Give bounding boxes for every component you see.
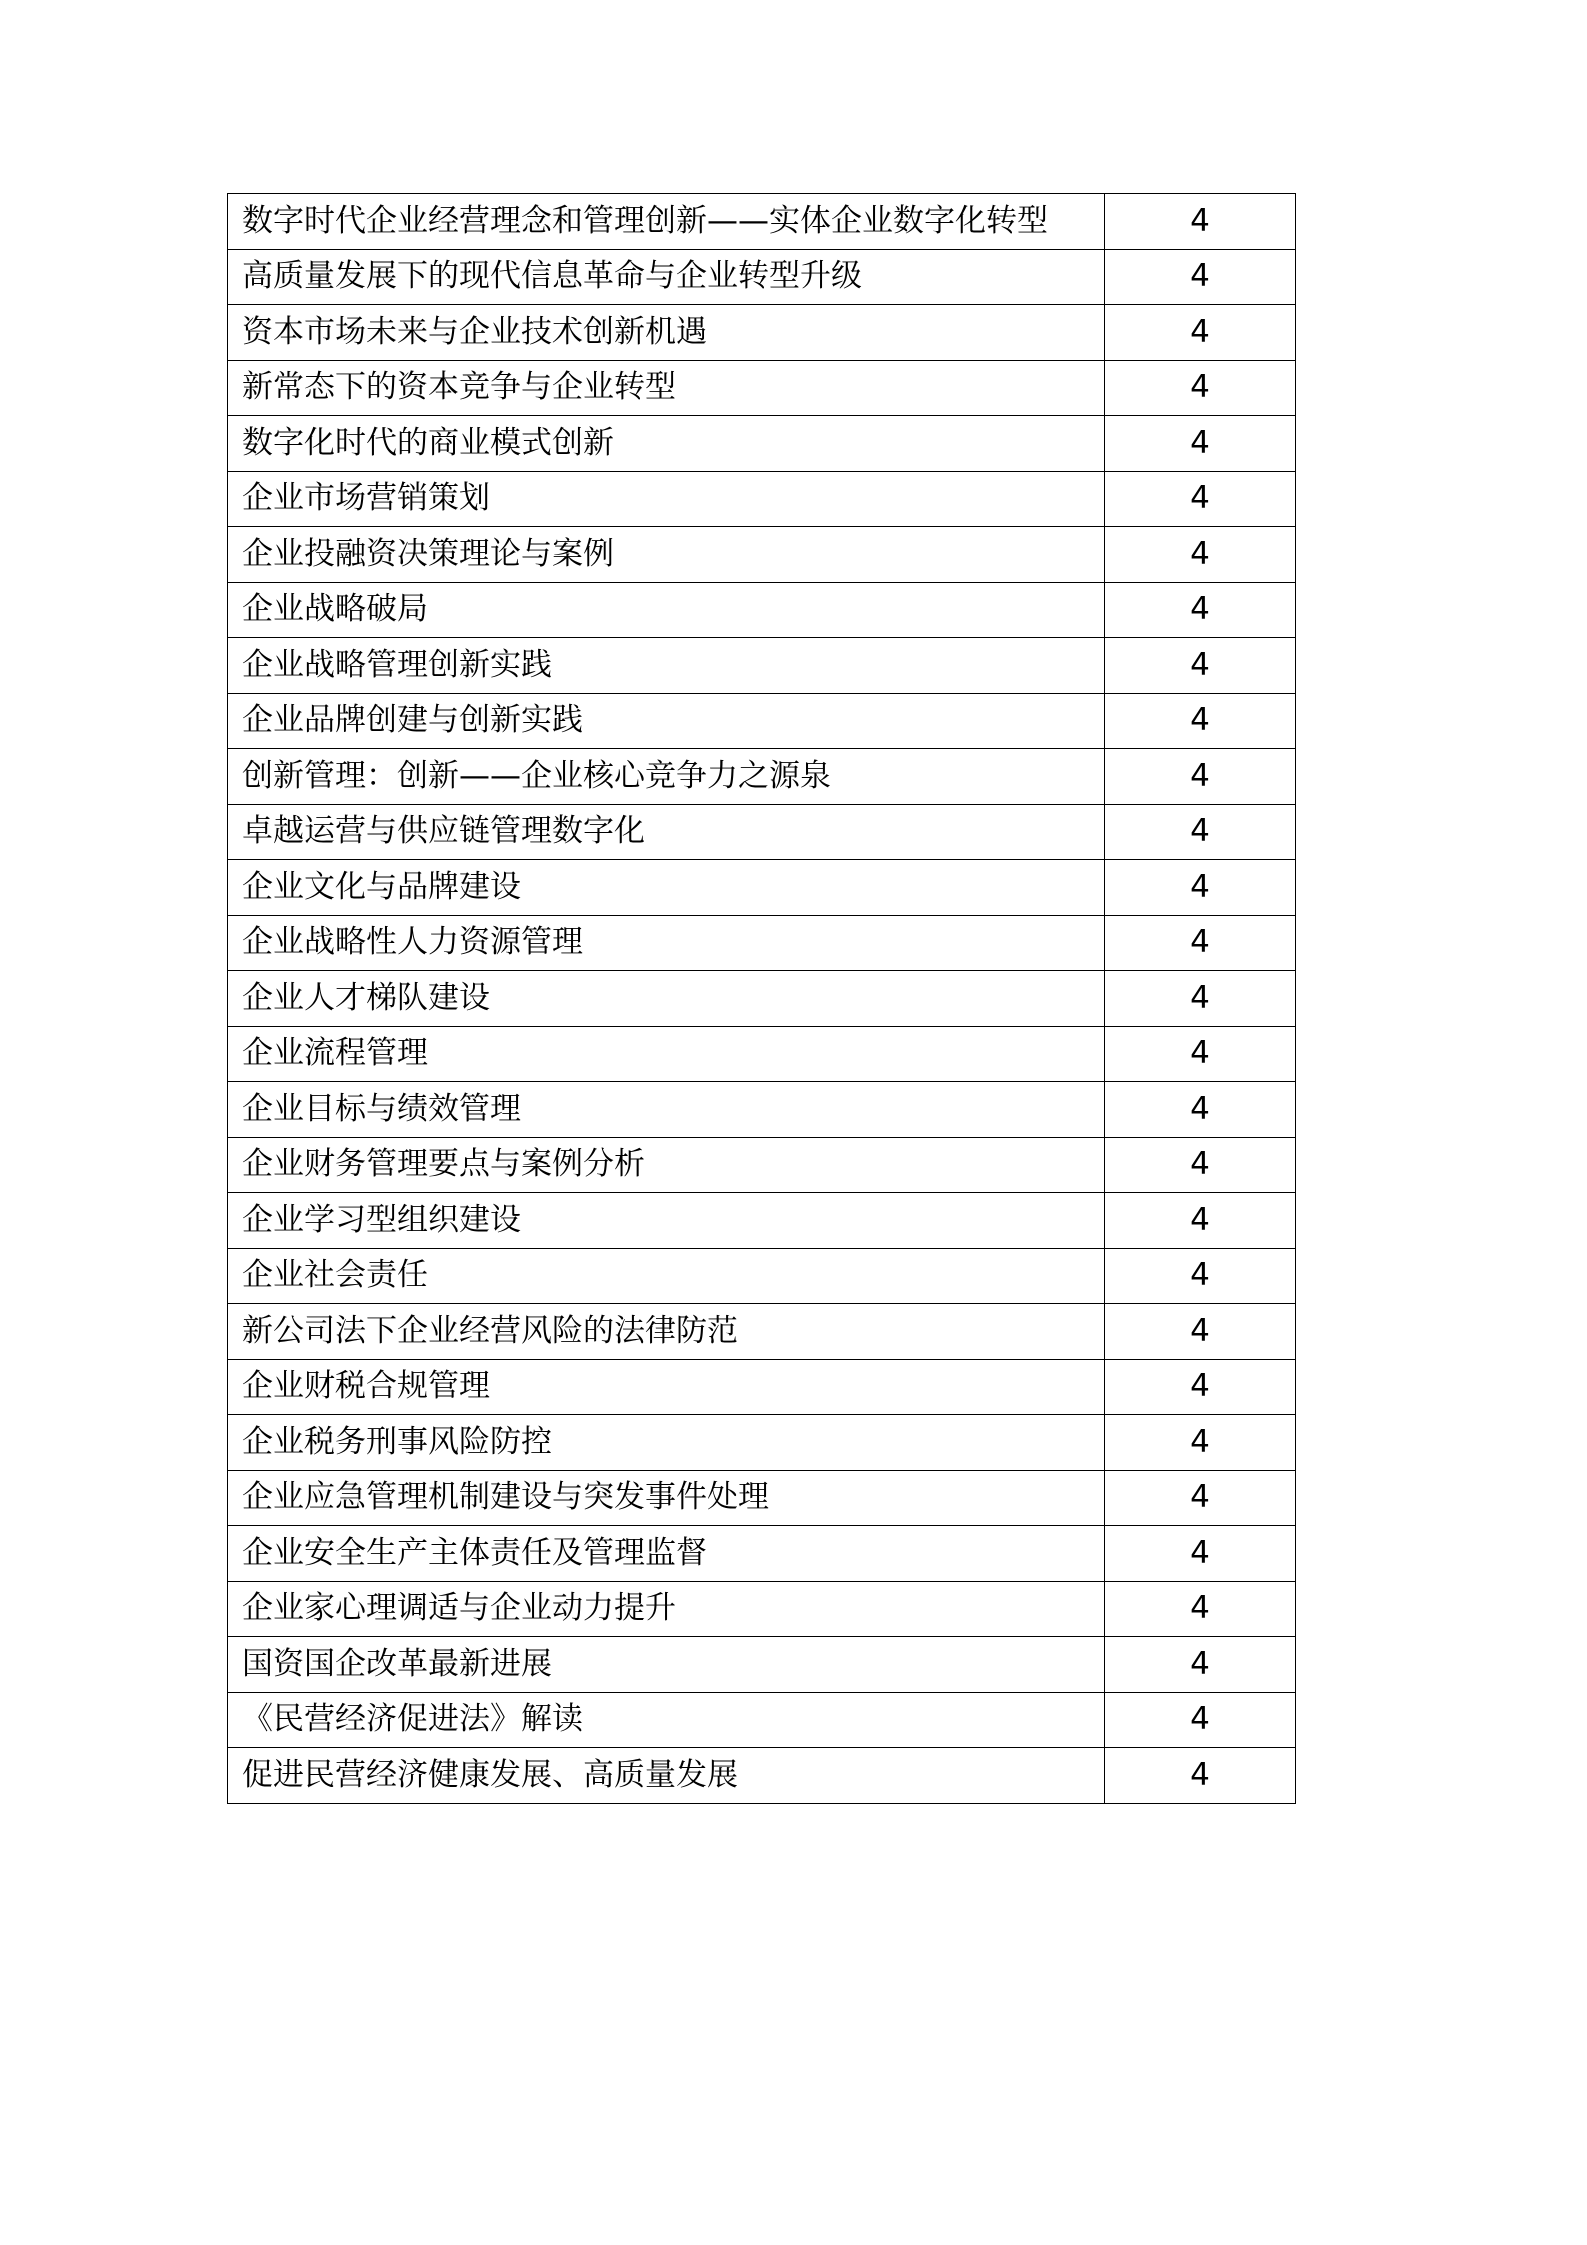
course-hours-cell: 4 [1105,1637,1296,1693]
course-hours-cell: 4 [1105,638,1296,694]
course-hours-cell: 4 [1105,360,1296,416]
course-hours-cell: 4 [1105,860,1296,916]
table-row [228,416,1296,472]
course-hours-cell: 4 [1105,1359,1296,1415]
course-hours-cell: 4 [1105,305,1296,361]
course-hours-cell: 4 [1105,749,1296,805]
course-hours-cell: 4 [1105,416,1296,472]
table-row [228,1415,1296,1471]
table-row [228,1692,1296,1748]
course-title-cell: 企业战略性人力资源管理 [228,915,1105,971]
table-row [228,804,1296,860]
course-title-cell: 企业人才梯队建设 [228,971,1105,1027]
table-row [228,1470,1296,1526]
course-hours-cell: 4 [1105,1748,1296,1804]
course-title-cell: 企业财税合规管理 [228,1359,1105,1415]
course-hours-cell: 4 [1105,1248,1296,1304]
course-hours-cell: 4 [1105,527,1296,583]
course-title-cell: 创新管理：创新——企业核心竞争力之源泉 [228,749,1105,805]
table-row [228,1026,1296,1082]
course-hours-cell: 4 [1105,1193,1296,1249]
course-title-cell: 企业市场营销策划 [228,471,1105,527]
course-title-cell: 企业战略管理创新实践 [228,638,1105,694]
course-hours-cell: 4 [1105,1526,1296,1582]
course-title-cell: 卓越运营与供应链管理数字化 [228,804,1105,860]
course-hours-cell: 4 [1105,1304,1296,1360]
table-row [228,527,1296,583]
table-row [228,1304,1296,1360]
course-title-cell: 促进民营经济健康发展、高质量发展 [228,1748,1105,1804]
table-row [228,638,1296,694]
course-title-cell: 企业战略破局 [228,582,1105,638]
course-hours-cell: 4 [1105,804,1296,860]
table-row [228,360,1296,416]
course-hours-cell: 4 [1105,1082,1296,1138]
table-row [228,1137,1296,1193]
table-row [228,1637,1296,1693]
course-title-cell: 企业文化与品牌建设 [228,860,1105,916]
course-title-cell: 企业税务刑事风险防控 [228,1415,1105,1471]
course-hours-cell: 4 [1105,194,1296,250]
table-row [228,1748,1296,1804]
course-title-cell: 数字化时代的商业模式创新 [228,416,1105,472]
course-title-cell: 资本市场未来与企业技术创新机遇 [228,305,1105,361]
table-row [228,693,1296,749]
table-row [228,471,1296,527]
table-row [228,582,1296,638]
course-title-cell: 企业流程管理 [228,1026,1105,1082]
course-title-cell: 国资国企改革最新进展 [228,1637,1105,1693]
course-hours-cell: 4 [1105,915,1296,971]
course-hours-cell: 4 [1105,1470,1296,1526]
course-hours-cell: 4 [1105,471,1296,527]
course-hours-cell: 4 [1105,1026,1296,1082]
course-title-cell: 新公司法下企业经营风险的法律防范 [228,1304,1105,1360]
table-row [228,249,1296,305]
table-row [228,194,1296,250]
table-row [228,1082,1296,1138]
course-title-cell: 高质量发展下的现代信息革命与企业转型升级 [228,249,1105,305]
course-hours-cell: 4 [1105,971,1296,1027]
table-row [228,971,1296,1027]
table-row [228,1248,1296,1304]
course-hours-cell: 4 [1105,1581,1296,1637]
course-hours-cell: 4 [1105,1415,1296,1471]
course-table [227,193,1296,1804]
course-title-cell: 企业目标与绩效管理 [228,1082,1105,1138]
course-title-cell: 新常态下的资本竞争与企业转型 [228,360,1105,416]
course-hours-cell: 4 [1105,693,1296,749]
course-table-body [228,194,1296,1804]
table-row [228,1581,1296,1637]
course-hours-cell: 4 [1105,1137,1296,1193]
course-title-cell: 《民营经济促进法》解读 [228,1692,1105,1748]
table-row [228,915,1296,971]
course-hours-cell: 4 [1105,249,1296,305]
table-row [228,749,1296,805]
course-title-cell: 数字时代企业经营理念和管理创新——实体企业数字化转型 [228,194,1105,250]
course-title-cell: 企业安全生产主体责任及管理监督 [228,1526,1105,1582]
course-hours-cell: 4 [1105,1692,1296,1748]
table-row [228,860,1296,916]
course-title-cell: 企业家心理调适与企业动力提升 [228,1581,1105,1637]
course-title-cell: 企业投融资决策理论与案例 [228,527,1105,583]
table-row [228,1359,1296,1415]
table-row [228,1193,1296,1249]
course-title-cell: 企业社会责任 [228,1248,1105,1304]
course-title-cell: 企业财务管理要点与案例分析 [228,1137,1105,1193]
course-hours-cell: 4 [1105,582,1296,638]
course-title-cell: 企业品牌创建与创新实践 [228,693,1105,749]
table-row [228,305,1296,361]
course-title-cell: 企业应急管理机制建设与突发事件处理 [228,1470,1105,1526]
table-row [228,1526,1296,1582]
course-title-cell: 企业学习型组织建设 [228,1193,1105,1249]
